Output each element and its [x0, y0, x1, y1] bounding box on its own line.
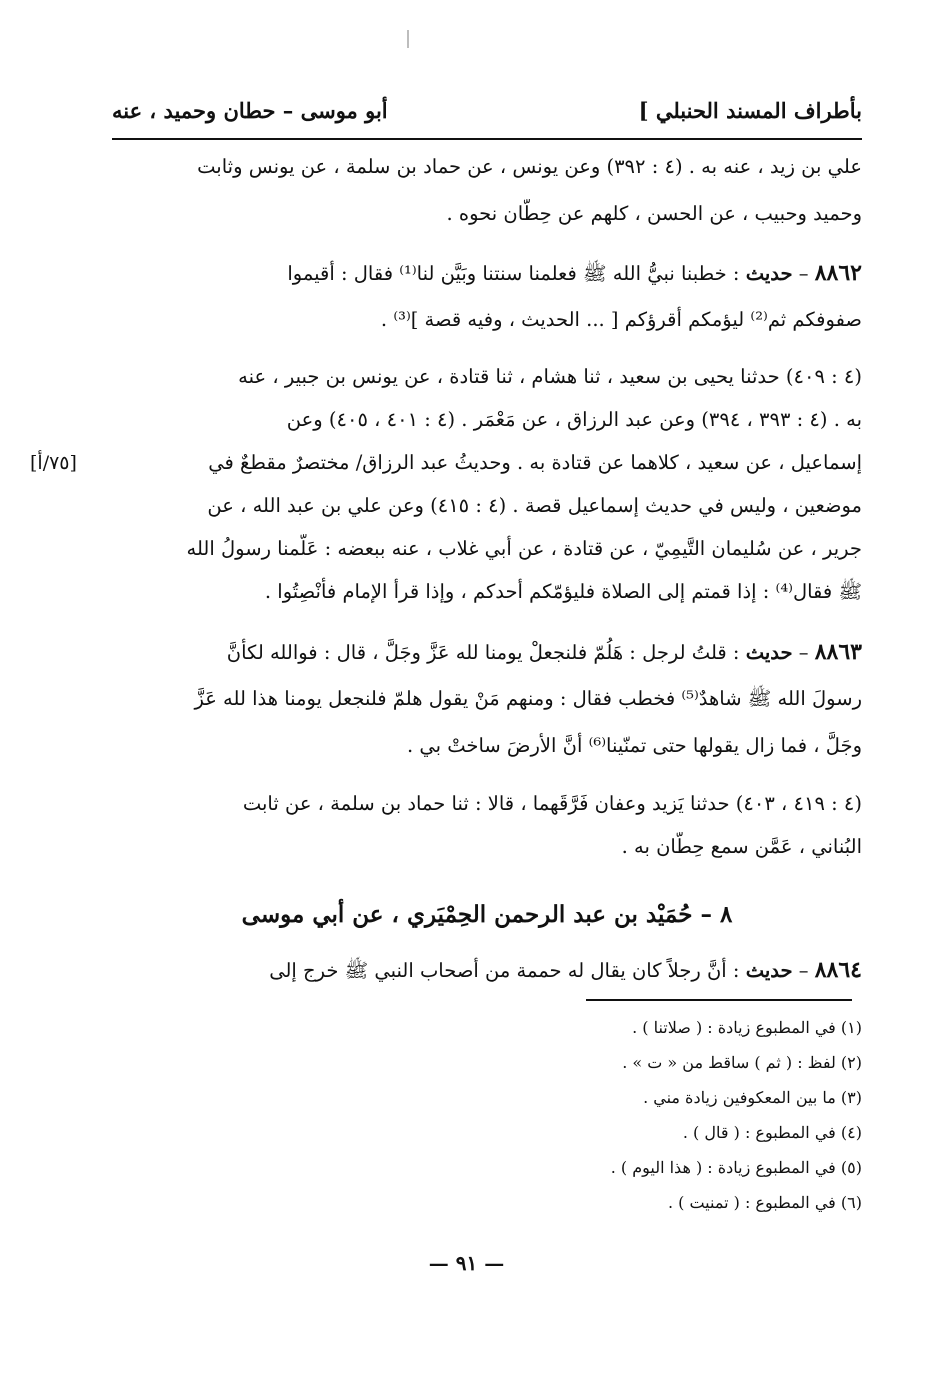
- header-divider: [112, 138, 862, 140]
- hadith-text: : قلتُ لرجل : هَلُمّ فلنجعلْ يومنا لله عَزَّ وجَلَّ ، قال : فوالله لكأنَّ: [226, 641, 740, 664]
- section-heading: ٨ – حُمَيْد بن عبد الرحمن الحِمْيَري ، عن أبي موسى: [241, 901, 733, 928]
- isnad-line: جرير ، عن سُليمان التَّيمِيّ ، عن قتادة ، عن أبي غلاب ، عنه ببعضه : عَلّمنا رسولُ الله: [186, 537, 862, 560]
- hadith-8862-line-2: صفوفكم ثم⁽²⁾ ليؤمكم أقرؤكم [ ... الحديث ، وفيه قصة ]⁽³⁾ .: [380, 308, 862, 331]
- hadith-text: : أنَّ رجلاً كان يقال له حممة من أصحاب النبي ﷺ خرج إلى: [269, 959, 740, 982]
- hadith-number: ٨٨٦٢: [814, 260, 862, 286]
- hadith-label: حديث: [745, 641, 793, 664]
- isnad-line: إسماعيل ، عن سعيد ، كلاهما عن قتادة به . وحديثُ عبد الرزاق/ مختصرٌ مقطعٌ في: [208, 451, 862, 474]
- isnad-line: (٤ : ٤١٩ ، ٤٠٣) حدثنا يَزيد وعفان فَرَّقَهما ، قالا : ثنا حماد بن سلمة ، عن ثابت: [242, 792, 862, 815]
- isnad-line: (٤ : ٤٠٩) حدثنا يحيى بن سعيد ، ثنا هشام ، ثنا قتادة ، عن يونس بن جبير ، عنه: [238, 365, 862, 388]
- running-header: [112, 98, 862, 132]
- isnad-line: ﷺ فقال⁽⁴⁾ : إذا قمتم إلى الصلاة فليؤمّكم أحدكم ، وإذا قرأ الإمام فأَنْصِتُوا .: [264, 580, 862, 603]
- hadith-8863-line-3: وجَلَّ ، فما زال يقولها حتى تمنّينا⁽⁶⁾ أنَّ الأرضَ ساختْ بي .: [406, 734, 862, 757]
- isnad-line: به . (٤ : ٣٩٣ ، ٣٩٤) وعن عبد الرزاق ، عن مَعْمَر . (٤ : ٤٠١ ، ٤٠٥) وعن: [286, 408, 862, 431]
- footnote: (٤) في المطبوع : ( قال ) .: [682, 1123, 862, 1142]
- text-line: علي بن زيد ، عنه به . (٤ : ٣٩٢) وعن يونس ، عن حماد بن سلمة ، عن يونس وثابت: [197, 155, 862, 178]
- hadith-8862-line: ٨٨٦٢ – حديث : خطبنا نبيُّ الله ﷺ فعلمنا سنتنا وبَيَّن لنا⁽¹⁾ فقال : أقيموا: [287, 260, 862, 286]
- margin-folio-note: [٧٥/أ]: [30, 452, 77, 474]
- hadith-8864-line: ٨٨٦٤ – حديث : أنَّ رجلاً كان يقال له حممة من أصحاب النبي ﷺ خرج إلى: [269, 957, 862, 983]
- hadith-label: حديث: [745, 262, 793, 285]
- footnote: (٦) في المطبوع : ( تمنيت ) .: [667, 1193, 862, 1212]
- header-book-title: بأطراف المسند الحنبلي ]: [638, 98, 862, 123]
- hadith-8863-line: ٨٨٦٣ – حديث : قلتُ لرجل : هَلُمّ فلنجعلْ يومنا لله عَزَّ وجَلَّ ، قال : فوالله لكأنَّ: [226, 639, 862, 665]
- isnad-line: البُناني ، عَمَّن سمع حِطّان به .: [621, 835, 862, 858]
- hadith-label: حديث: [745, 959, 793, 982]
- hadith-8863-line-2: رسولَ الله ﷺ شاهدٌ⁽⁵⁾ فخطب فقال : ومنهم مَنْ يقول هلمّ فلنجعل يومنا هذا لله عَزَّ: [194, 687, 862, 710]
- footnote: (٢) لفظ : ( ثم ) ساقط من « ت » .: [622, 1053, 862, 1072]
- hadith-number: ٨٨٦٤: [814, 957, 862, 983]
- footnote: (١) في المطبوع زيادة : ( صلاتنا ) .: [632, 1018, 862, 1037]
- hadith-number: ٨٨٦٣: [814, 639, 862, 665]
- footnote: (٣) ما بين المعكوفين زيادة مني .: [643, 1088, 862, 1107]
- footnote-divider: [586, 999, 852, 1001]
- scan-mark: [407, 30, 409, 48]
- footnote: (٥) في المطبوع زيادة : ( هذا اليوم ) .: [610, 1158, 862, 1177]
- isnad-line: موضعين ، وليس في حديث إسماعيل قصة . (٤ : ٤١٥) وعن علي بن عبد الله ، عن: [207, 494, 862, 517]
- header-chapter-title: أبو موسى – حطان وحميد ، عنه: [112, 98, 388, 123]
- text-line: وحميد وحبيب ، عن الحسن ، كلهم عن حِطّان نحوه .: [446, 202, 862, 225]
- page-number: — ٩١ —: [428, 1251, 505, 1275]
- hadith-text: : خطبنا نبيُّ الله ﷺ فعلمنا سنتنا وبَيَّن لنا⁽¹⁾ فقال : أقيموا: [287, 262, 740, 285]
